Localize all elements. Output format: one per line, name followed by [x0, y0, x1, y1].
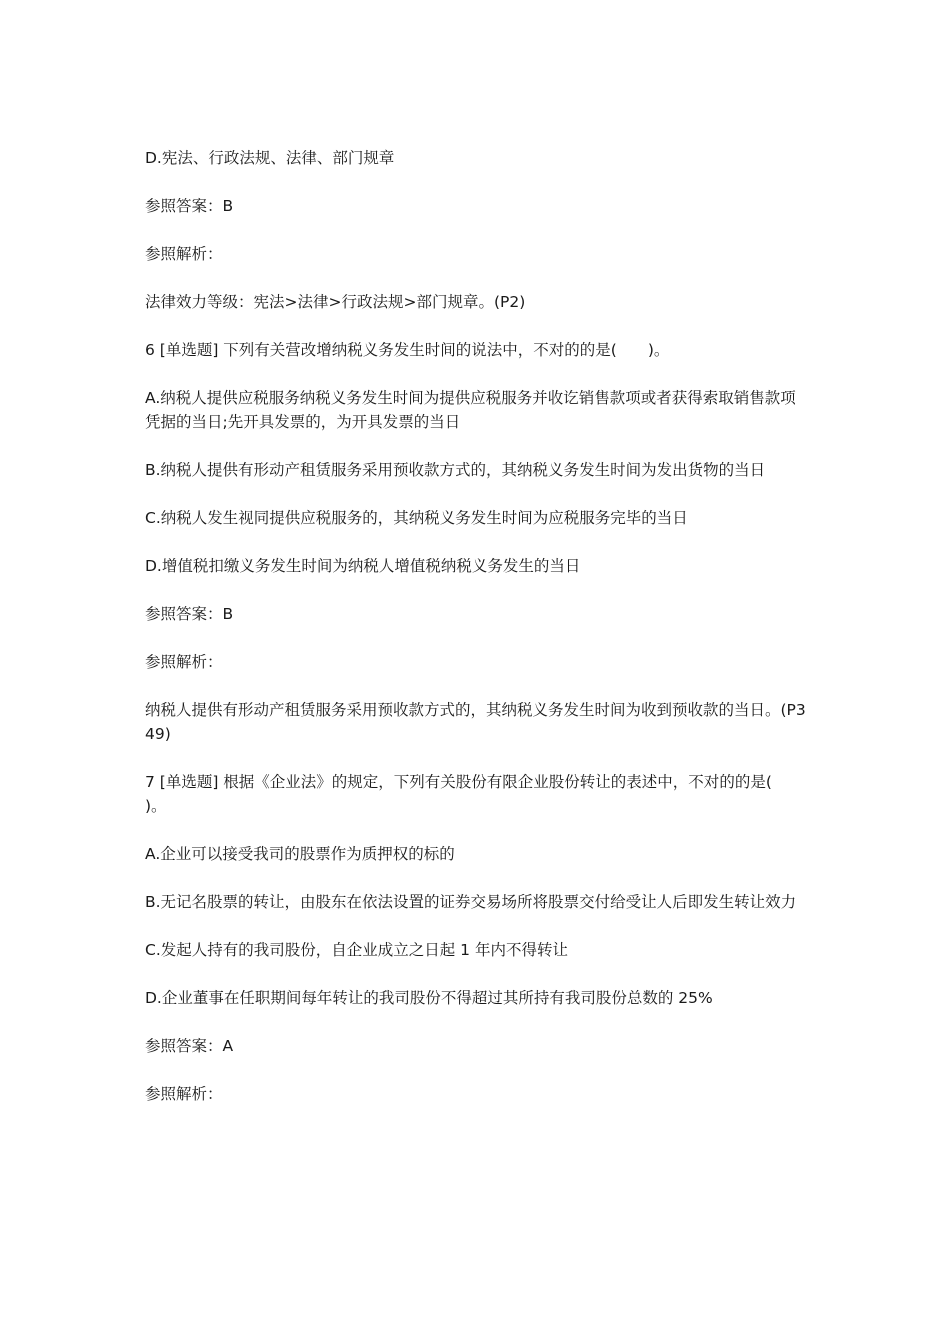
question-7-answer: 参照答案：A	[145, 1037, 234, 1055]
explanation-text-prev: 法律效力等级：宪法>法律>行政法规>部门规章。(P2)	[145, 293, 526, 311]
answer-label-prev: 参照答案：B	[145, 197, 234, 215]
question-7-option-b: B.无记名股票的转让，由股东在依法设置的证券交易场所将股票交付给受让人后即发生转让效力	[145, 893, 797, 911]
question-6-option-c: C.纳税人发生视同提供应税服务的，其纳税义务发生时间为应税服务完毕的当日	[145, 509, 688, 527]
question-6-stem: 6 [单选题] 下列有关营改增纳税义务发生时间的说法中，不对的的是( )。	[145, 341, 670, 359]
question-7-stem: 7 [单选题] 根据《企业法》的规定，下列有关股份有限企业股份转让的表述中，不对的的是( )。	[145, 773, 803, 815]
question-6-option-d: D.增值税扣缴义务发生时间为纳税人增值税纳税义务发生的当日	[145, 557, 581, 575]
question-7-option-d: D.企业董事在任职期间每年转让的我司股份不得超过其所持有我司股份总数的 25%	[145, 989, 713, 1007]
question-6-explanation-text: 纳税人提供有形动产租赁服务采用预收款方式的，其纳税义务发生时间为收到预收款的当日。(P349)	[145, 701, 806, 743]
document-body	[145, 146, 810, 1130]
option-d-prev-question: D.宪法、行政法规、法律、部门规章	[145, 149, 395, 167]
question-7-explanation-label: 参照解析：	[145, 1085, 223, 1103]
question-6-explanation-label: 参照解析：	[145, 653, 223, 671]
question-7-option-c: C.发起人持有的我司股份，自企业成立之日起 1 年内不得转让	[145, 941, 568, 959]
question-6-option-a: A.纳税人提供应税服务纳税义务发生时间为提供应税服务并收讫销售款项或者获得索取销售款项凭据的当日;先开具发票的，为开具发票的当日	[145, 389, 796, 431]
question-7-option-a: A.企业可以接受我司的股票作为质押权的标的	[145, 845, 455, 863]
question-6-answer: 参照答案：B	[145, 605, 234, 623]
explanation-label-prev: 参照解析：	[145, 245, 223, 263]
question-6-option-b: B.纳税人提供有形动产租赁服务采用预收款方式的，其纳税义务发生时间为发出货物的当日	[145, 461, 766, 479]
